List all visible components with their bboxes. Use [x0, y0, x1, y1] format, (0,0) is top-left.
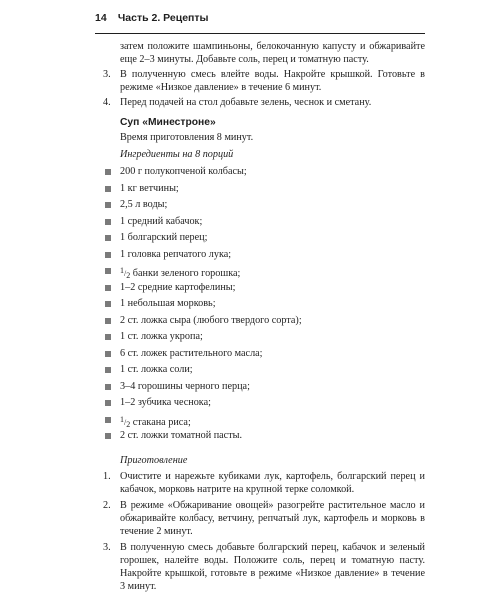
ingredients-heading: Ингредиенты на 8 порций — [120, 149, 234, 161]
preparation-steps — [103, 470, 425, 593]
page-content — [103, 40, 425, 593]
step-text: В режиме «Обжаривание овощей» разогрейте растительное масло и обжаривайте колбасу, ветчину, репчатый лук, картофель и морковь в течение 2 минут. — [120, 500, 425, 538]
ingredient-item: 1 средний кабачок; — [103, 214, 425, 231]
step-number: 3. — [103, 542, 111, 554]
step-item — [103, 470, 425, 496]
ingredient-item: 2 ст. ложка сыра (любого твердого сорта); — [103, 313, 425, 330]
bullet-icon — [105, 202, 111, 208]
previous-recipe-steps — [103, 68, 425, 109]
bullet-icon — [105, 433, 111, 439]
bullet-icon — [105, 268, 111, 274]
bullet-icon — [105, 301, 111, 307]
ingredient-item: 200 г полукопченой колбасы; — [103, 164, 425, 181]
step-number: 4. — [103, 97, 111, 109]
bullet-icon — [105, 318, 111, 324]
step-number: 1. — [103, 470, 111, 482]
step-text: Перед подачей на стол добавьте зелень, чеснок и сметану. — [120, 97, 372, 109]
bullet-icon — [105, 334, 111, 340]
ingredient-item: 1 болгарский перец; — [103, 230, 425, 247]
ingredients-list — [103, 164, 425, 445]
bullet-icon — [105, 367, 111, 373]
bullet-icon — [105, 400, 111, 406]
bullet-icon — [105, 417, 111, 423]
section-title: Часть 2. Рецепты — [117, 12, 209, 24]
step-item — [103, 96, 425, 109]
bullet-icon — [105, 384, 111, 390]
ingredient-item: 1/2 стакана риса; — [103, 412, 425, 429]
running-header — [95, 12, 425, 24]
cooking-time: Время приготовления 8 минут. — [120, 132, 254, 144]
step-item — [103, 499, 425, 538]
ingredient-item: 2 ст. ложки томатной пасты. — [103, 428, 425, 445]
ingredient-item: 1 кг ветчины; — [103, 181, 425, 198]
step-number: 2. — [103, 500, 111, 512]
ingredient-item: 6 ст. ложек растительного масла; — [103, 346, 425, 363]
continuation-text: затем положите шампиньоны, белокочанную капусту и обжаривайте еще 2–3 минуты. Добавьте соль, перец и томатную пасту. — [120, 41, 425, 66]
bullet-icon — [105, 351, 111, 357]
ingredient-item: 1–2 средние картофелины; — [103, 280, 425, 297]
recipe-title: Суп «Минестроне» — [120, 117, 216, 129]
header-divider — [95, 33, 425, 34]
bullet-icon — [105, 169, 111, 175]
bullet-icon — [105, 252, 111, 258]
fraction: 1/2 — [120, 414, 131, 429]
step-item — [103, 541, 425, 593]
preparation-heading: Приготовление — [120, 454, 188, 466]
bullet-icon — [105, 235, 111, 241]
bullet-icon — [105, 186, 111, 192]
ingredient-item: 3–4 горошины черного перца; — [103, 379, 425, 396]
step-number: 3. — [103, 69, 111, 81]
step-text: В полученную смесь влейте воды. Накройте крышкой. Готовьте в режиме «Низкое давление» в течение 6 минут. — [120, 69, 425, 94]
ingredient-item: 1 ст. ложка соли; — [103, 362, 425, 379]
ingredient-item: 1/2 банки зеленого горошка; — [103, 263, 425, 280]
page-number: 14 — [95, 12, 107, 24]
bullet-icon — [105, 285, 111, 291]
bullet-icon — [105, 219, 111, 225]
ingredient-item: 1 небольшая морковь; — [103, 296, 425, 313]
step-text: Очистите и нарежьте кубиками лук, картофель, болгарский перец и кабачок, морковь натрите на крупной терке соломкой. — [120, 470, 425, 495]
ingredient-item: 1 головка репчатого лука; — [103, 247, 425, 264]
fraction: 1/2 — [120, 266, 131, 281]
step-item — [103, 68, 425, 94]
ingredient-item: 1–2 зубчика чеснока; — [103, 395, 425, 412]
ingredient-item: 2,5 л воды; — [103, 197, 425, 214]
ingredient-item: 1 ст. ложка укропа; — [103, 329, 425, 346]
step-text: В полученную смесь добавьте болгарский перец, кабачок и зеленый горошек, налейте воды. Положите соль, перец и томатную пасту. Накройте крышкой, готовьте в режиме «Низкое давление» в течение 3 минут. — [120, 542, 425, 593]
